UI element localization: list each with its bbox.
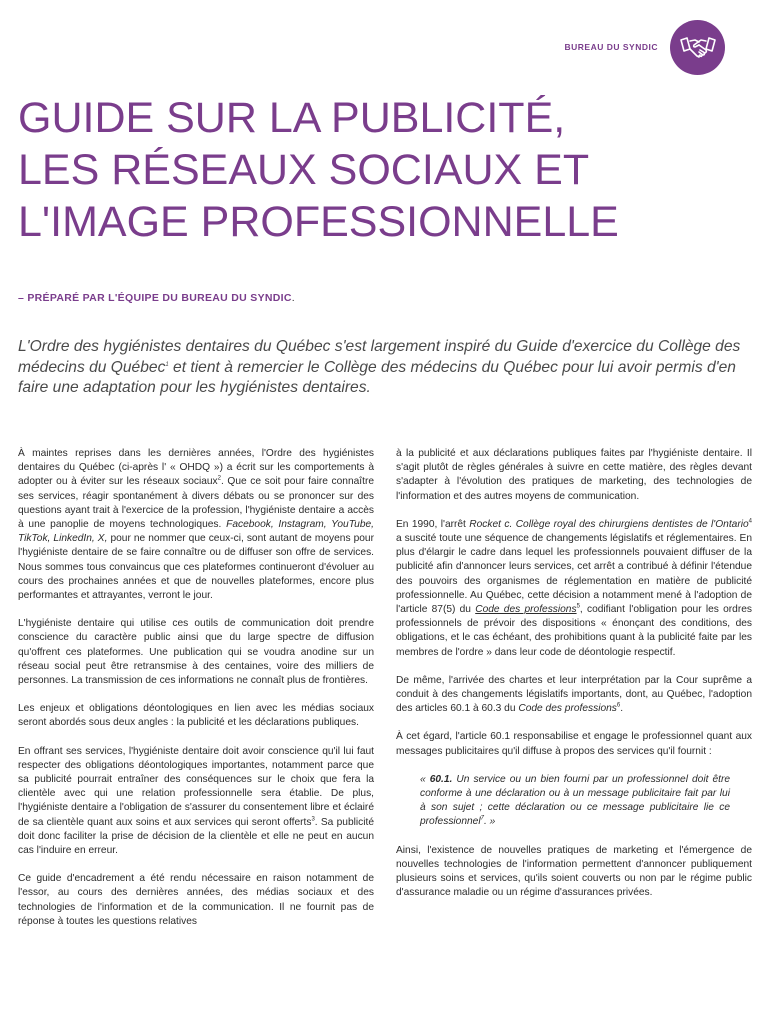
text-run: . Que ce soit pour faire connaître ses services, réagir spontanément à divers débats ou se prononcer sur des questions ayant trait à l'exercice de la profession, l'hygiéniste dentaire a accès à une panoplie de moyens technologiques. <box>18 476 375 531</box>
text-run: En offrant ses services, l'hygiéniste dentaire doit avoir conscience qu'il lui faut respecter des obligations déontologiques importantes, notamment parce que sa publicité pourrait entraîner des conséquences sur le choix que fera la clientèle avec qui une relation professionnelle sera établie. De plus, l'hygiéniste dentaire a l'obligation de s'assurer du consentement libre et éclairé de sa clientèle quant aux soins et aux services qui seront offerts <box>18 745 374 828</box>
footnote-ref: 7 <box>480 816 484 823</box>
quote-close: . » <box>483 816 496 828</box>
byline <box>18 292 295 304</box>
text-run: , codifiant l'obligation pour les ordres professionnels de prévoir des dispositions « énonçant des conditions, des obligations, et le cas échéant, des prohibitions quant à la publicité faite par les membres de l'ordre » dans leur code de déontologie respectif. <box>396 604 752 658</box>
text-run: . <box>620 703 624 715</box>
right-column <box>396 447 752 900</box>
body-paragraph: À cet égard, l'article 60.1 responsabilise et engage le professionnel quant aux messages publicitaires qu'il diffuse à propos des services qu'il fournit : <box>396 731 752 757</box>
title-line-1: GUIDE SUR LA PUBLICITÉ, <box>18 94 566 142</box>
intro-text-1: L'Ordre des hygiénistes dentaires du Québec s'est largement inspiré du Guide d'exercice du Collège des médecins du Québec <box>18 338 741 376</box>
intro-text-2: et tient à remercier le Collège des médecins du Québec pour lui avoir permis d'en faire une adaptation pour les hygiénistes dentaires. <box>18 358 736 397</box>
title-line-2: LES RÉSEAUX SOCIAUX ET <box>18 146 590 194</box>
body-paragraph <box>396 674 752 717</box>
code-des-professions-link[interactable]: Code des professions <box>475 604 577 616</box>
body-paragraph: Ainsi, l'existence de nouvelles pratiques de marketing et l'émergence de nouvelles technologies de l'information permettent d'annoncer publiquement plusieurs soins et services, qu'ils soient couverts ou non par le régime public d'assurance maladie ou un régime d'assurances privées. <box>396 844 752 899</box>
footnote-ref: 2 <box>217 476 221 483</box>
intro-paragraph <box>18 337 743 399</box>
title-line-3: L'IMAGE PROFESSIONNELLE <box>18 198 619 246</box>
text-run: En 1990, l'arrêt <box>396 518 470 530</box>
footnote-ref: 4 <box>748 518 752 525</box>
body-paragraph <box>396 518 752 660</box>
quote-text: Un service ou un bien fourni par un professionnel doit être conforme à une déclaration ou à un message publicitaire fait par lui à son sujet ; cette déclaration ou ce message publicitaire lie ce professionnel <box>420 773 731 828</box>
text-run: À maintes reprises dans les dernières années, l'Ordre des hygiénistes dentaires du Québec (ci-après l' « OHDQ ») a écrit sur les comportements à adopter ou à éviter sur les réseaux sociaux <box>18 448 374 488</box>
body-paragraph: Les enjeux et obligations déontologiques en lien avec les médias sociaux seront abordés sous deux angles : la publicité et les déclarations publiques. <box>18 703 374 729</box>
text-run: pour ne nommer que ceux-ci, sont autant de moyens pour l'hygiéniste dentaire de se faire connaître ou de diffuser son offre de services. Nous sommes tous convaincus que ces plateformes continueront d'évoluer au cours des prochaines années et que de nouvelles plateformes, encore plus performantes et attrayantes, verront le jour. <box>18 533 374 602</box>
body-paragraph <box>18 447 374 603</box>
handshake-icon <box>680 35 716 61</box>
footnote-ref: 3 <box>311 816 315 823</box>
text-run: . Sa publicité doit donc faciliter la prise de décision de la clientèle et elle ne peut en aucun cas l'induire en erreur. <box>18 816 374 857</box>
footnote-ref: 1 <box>165 361 169 368</box>
left-column <box>18 447 374 929</box>
block-quote <box>420 773 730 830</box>
footnote-ref: 6 <box>616 702 621 709</box>
article-number: 60.1. <box>429 773 453 785</box>
platform-list: Facebook, Instagram, YouTube, TikTok, LinkedIn, X, <box>18 519 374 545</box>
code-title: Code des professions <box>518 703 617 715</box>
text-run: De même, l'arrivée des chartes et leur interprétation par la Cour suprême a conduit à des changements législatifs importants, dont, au Québec, l'adoption des articles 60.1 à 60.3 du <box>396 674 752 715</box>
page-title <box>18 92 758 248</box>
body-paragraph: à la publicité et aux déclarations publiques faites par l'hygiéniste dentaire. Il s'agit plutôt de règles générales à suivre en cette matière, des règles devant s'adapter à l'évolution des pratiques de marketing, des technologies de l'information et des autres moyens de communication. <box>396 448 752 502</box>
case-name: Rocket c. Collège royal des chirurgiens dentistes de l'Ontario <box>469 518 749 530</box>
footnote-ref: 5 <box>576 603 580 610</box>
section-label: BUREAU DU SYNDIC <box>564 42 658 52</box>
byline-period: . <box>291 292 295 304</box>
byline-text: – PRÉPARÉ PAR L'ÉQUIPE DU BUREAU DU SYNDIC <box>18 292 292 304</box>
quote-open: « <box>420 773 430 785</box>
body-paragraph: L'hygiéniste dentaire qui utilise ces outils de communication doit prendre conscience du caractère public ainsi que du large spectre de diffusion qu'offrent ces plateformes. Une publication qui se voudra anodine sur un réseau social peut être retransmise à des centaines, voire des milliers de personnes. La transmission de ces informations ne connaît plus de frontières. <box>18 618 374 687</box>
body-paragraph: Ce guide d'encadrement a été rendu nécessaire en raison notamment de l'essor, au cours des dernières années, des médias sociaux et des technologies de l'information et de la communication. Il ne fournit pas de réponse à toutes les questions relatives <box>18 873 374 927</box>
text-run: a suscité toute une séquence de changements législatifs et réglementaires. En plus d'élargir le cadre dans lequel les professionnels pouvaient diffuser de la publicité afin d'annoncer leurs services, cet arrêt a contribué à définir l'étendue des pouvoirs des organismes de réglementation en matière de publicité professionnelle. Au Québec, cette décision a notamment mené à l'adoption de l'article 87(5) du <box>396 533 752 616</box>
body-paragraph <box>18 745 374 859</box>
section-badge <box>670 20 725 75</box>
